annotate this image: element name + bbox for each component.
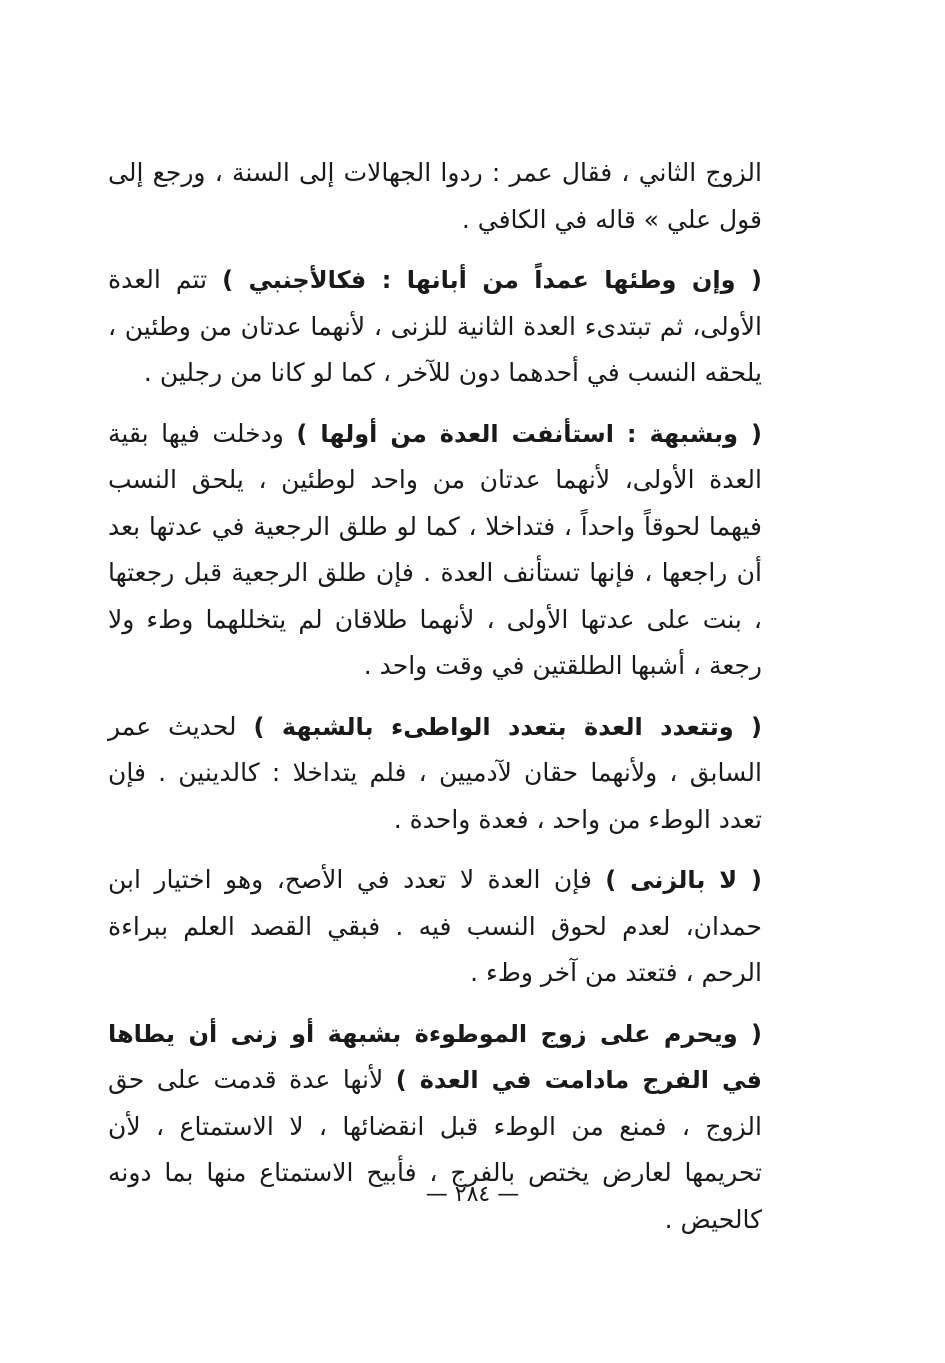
paragraph-text: لأنها عدة قدمت على حق الزوج ، فمنع من الوطء قبل انقضائها ، لا الاستمتاع ، لأن تحريمها لعارض يختص بالفرج ، فأبيح الاستمتاع منها بما دونه كالحيض . [108, 1065, 762, 1234]
paragraph-lead: ( ويحرم على زوج الموطوءة بشبهة أو زنى أن يطاها في الفرج مادامت في العدة ) [108, 1019, 762, 1094]
page-body [108, 150, 762, 1257]
paragraph-text: فإن العدة لا تعدد في الأصح، وهو اختيار ابن حمدان، لعدم لحوق النسب فيه . فبقي القصد العلم ببراءة الرحم ، فتعتد من آخر وطء . [108, 865, 762, 987]
paragraph-3 [108, 411, 762, 690]
paragraph-5 [108, 857, 762, 997]
page-number: — ٢٨٤ — [425, 1182, 520, 1207]
paragraph-lead: ( وإن وطئها عمداً من أبانها : فكالأجنبي ) [222, 266, 762, 294]
paragraph-2 [108, 257, 762, 397]
paragraph-6 [108, 1011, 762, 1244]
paragraph-text: تتم العدة الأولى، ثم تبتدىء العدة الثانية للزنى ، لأنهما عدتان من وطئين ، يلحقه النسب في أحدهما دون للآخر ، كما لو كانا من رجلين . [108, 265, 762, 387]
paragraph-lead: ( وتتعدد العدة بتعدد الواطىء بالشبهة ) [253, 712, 762, 741]
paragraph-text: لحديث عمر السابق ، ولأنهما حقان لآدميين ، فلم يتداخلا : كالدينين . فإن تعدد الوطء من واحد ، فعدة واحدة . [108, 711, 762, 834]
paragraph-text: الزوج الثاني ، فقال عمر : ردوا الجهالات إلى السنة ، ورجع إلى قول علي » قاله في الكافي . [108, 158, 762, 234]
paragraph-text: ودخلت فيها بقية العدة الأولى، لأنهما عدتان من واحد لوطئين ، يلحق النسب فيهما لحوقاً واحداً ، فتداخلا ، كما لو طلق الرجعية في عدتها بعد أن راجعها ، فإنها تستأنف العدة . فإن طلق الرجعية قبل رجعتها ، بنت على عدتها الأولى ، لأنهما طلاقان لم يتخللهما وطء ولا رجعة ، أشبها الطلقتين في وقت واحد . [108, 418, 762, 680]
paragraph-lead: ( وبشبهة : استأنفت العدة من أولها ) [296, 419, 762, 448]
paragraph-1 [108, 150, 762, 243]
paragraph-4 [108, 704, 762, 844]
paragraph-lead: ( لا بالزنى ) [605, 866, 762, 894]
